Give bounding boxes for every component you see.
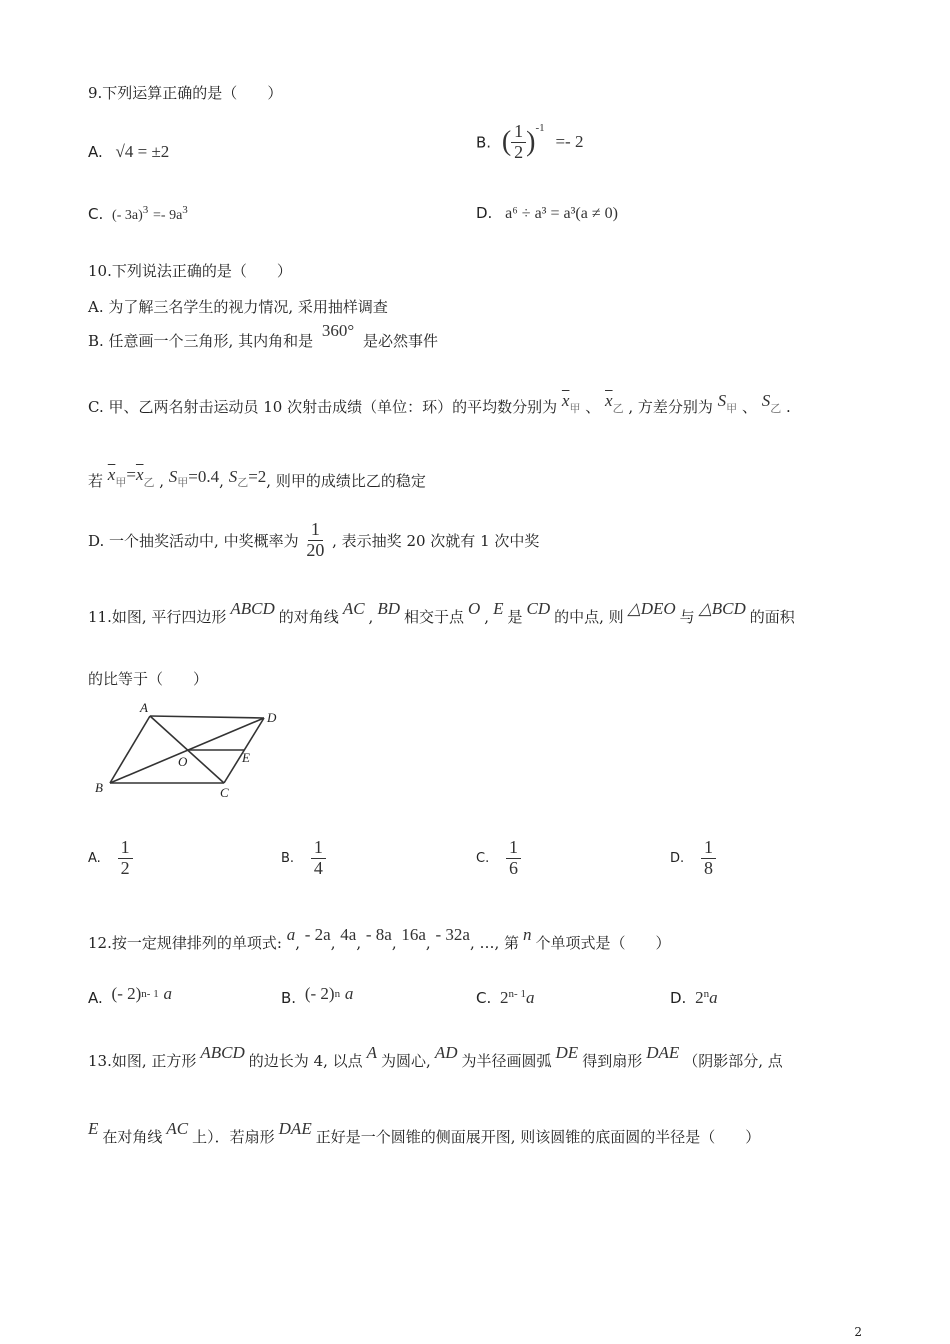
side-ba [110, 716, 150, 783]
q10-option-c-line1: C. 甲、乙两名射击运动员 10 次射击成绩（单位：环）的平均数分别为 $\overline{x}$甲 、 $\overline{x}$乙 , 方差分别为 S甲 、 S乙 . [88, 391, 791, 416]
q13-stem-line1: 13.如图, 正方形 ABCD 的边长为 4, 以点 A 为圆心, AD 为半径画圆弧 DE 得到扇形 DAE （阴影部分, 点 [88, 1043, 783, 1070]
q10-option-d: D. 一个抽奖活动中, 中奖概率为 $\frac{1}{20}$ , 表示抽奖 20 次就有 1 次中奖 [88, 519, 540, 560]
q11-stem-line1: 11.如图, 平行四边形 ABCD 的对角线 AC , BD 相交于点 O , E 是 CD 的中点, 则 △DEO 与 △BCD 的面积 [88, 599, 795, 626]
q9-option-a: A. √4 = ±2 [88, 142, 170, 161]
q10-stem: 10.下列说法正确的是（ ） [88, 262, 292, 280]
label-o: O [178, 754, 188, 769]
q11-option-a: A. $\frac{1}{2}$ [88, 838, 133, 879]
label-e: E [242, 750, 250, 765]
q11-option-d: D. $\frac{1}{8}$ [670, 838, 716, 879]
q12-option-c: C. 2$^{n- 1}$a [476, 988, 535, 1007]
q10-option-a: A. 为了解三名学生的视力情况, 采用抽样调查 [88, 298, 388, 316]
q12-option-b: B. (- 2)$^n$ a [281, 984, 354, 1007]
q9-option-b: B. ( $\frac{1}{2}$ )$^{-1}$ =- 2 [476, 121, 584, 162]
label-d: D [267, 710, 277, 725]
q10-option-b: B. 任意画一个三角形, 其内角和是 360° 是必然事件 [88, 321, 438, 350]
page-number: 2 [854, 1325, 862, 1339]
label-a: A [140, 700, 148, 715]
q10-option-c-line2: 若 $\overline{x}$甲$=\overline{x}$乙 , S甲=0.4, S乙=2, 则甲的成绩比乙的稳定 [88, 465, 426, 490]
q9-option-c: C. (- $3a)^3 =- 9a^3$ [88, 204, 188, 223]
q11-stem-line2: 的比等于（ ） [88, 670, 209, 688]
parallelogram-figure [92, 700, 292, 800]
q12-option-d: D. 2$^n$a [670, 988, 718, 1007]
q13-stem-line2: E 在对角线 AC 上）．若扇形 DAE 正好是一个圆锥的侧面展开图, 则该圆锥的底面圆的半径是（ ） [88, 1119, 761, 1146]
side-ad [150, 716, 264, 718]
q11-option-b: B. $\frac{1}{4}$ [281, 838, 326, 879]
q9-option-d: D. a⁶ ÷ a³ = a³(a ≠ 0) [476, 204, 618, 222]
label-b: B [95, 780, 103, 795]
q9-stem: 9.下列运算正确的是（ ） [88, 84, 283, 102]
q12-stem: 12.按一定规律排列的单项式: a, - 2a, 4a, - 8a, 16a, - 32a, …, 第 n 个单项式是（ ） [88, 925, 671, 952]
q12-option-a: A. (- 2)$^{n- 1}$ a [88, 984, 172, 1007]
label-c: C [220, 785, 229, 800]
q11-option-c: C. $\frac{1}{6}$ [476, 838, 521, 879]
